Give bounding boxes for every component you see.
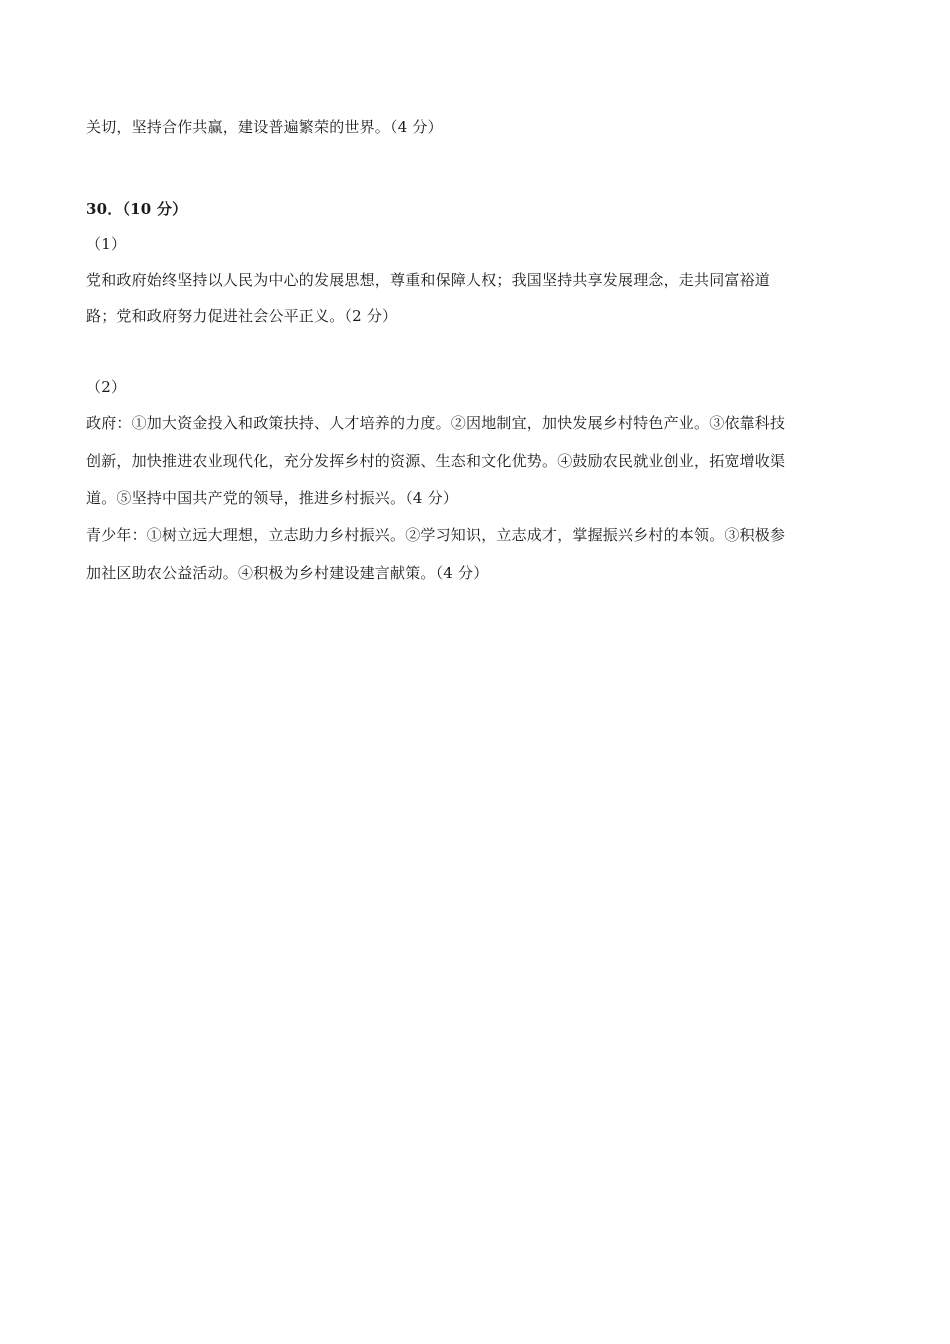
part-2-government-line-3: 道。⑤坚持中国共产党的领导，推进乡村振兴。（4 分）: [86, 489, 459, 507]
part-2-government-line-1: 政府：①加大资金投入和政策扶持、人才培养的力度。②因地制宜，加快发展乡村特色产业。③依靠科技: [86, 414, 786, 432]
part-1-answer-line-1: 党和政府始终坚持以人民为中心的发展思想，尊重和保障人权；我国坚持共享发展理念，走共同富裕道: [86, 271, 771, 289]
part-1-label: （1）: [86, 235, 127, 253]
previous-answer-line: 关切，坚持合作共赢，建设普遍繁荣的世界。（4 分）: [86, 118, 443, 136]
question-30-heading: 30．（10 分）: [86, 200, 188, 218]
part-1-answer-line-2: 路；党和政府努力促进社会公平正义。（2 分）: [86, 307, 398, 325]
part-2-youth-line-1: 青少年：①树立远大理想，立志助力乡村振兴。②学习知识，立志成才，掌握振兴乡村的本领。③积极参: [86, 526, 786, 544]
part-2-youth-line-2: 加社区助农公益活动。④积极为乡村建设建言献策。（4 分）: [86, 564, 489, 582]
part-2-label: （2）: [86, 378, 127, 396]
part-2-government-line-2: 创新，加快推进农业现代化，充分发挥乡村的资源、生态和文化优势。④鼓励农民就业创业，拓宽增收渠: [86, 452, 786, 470]
